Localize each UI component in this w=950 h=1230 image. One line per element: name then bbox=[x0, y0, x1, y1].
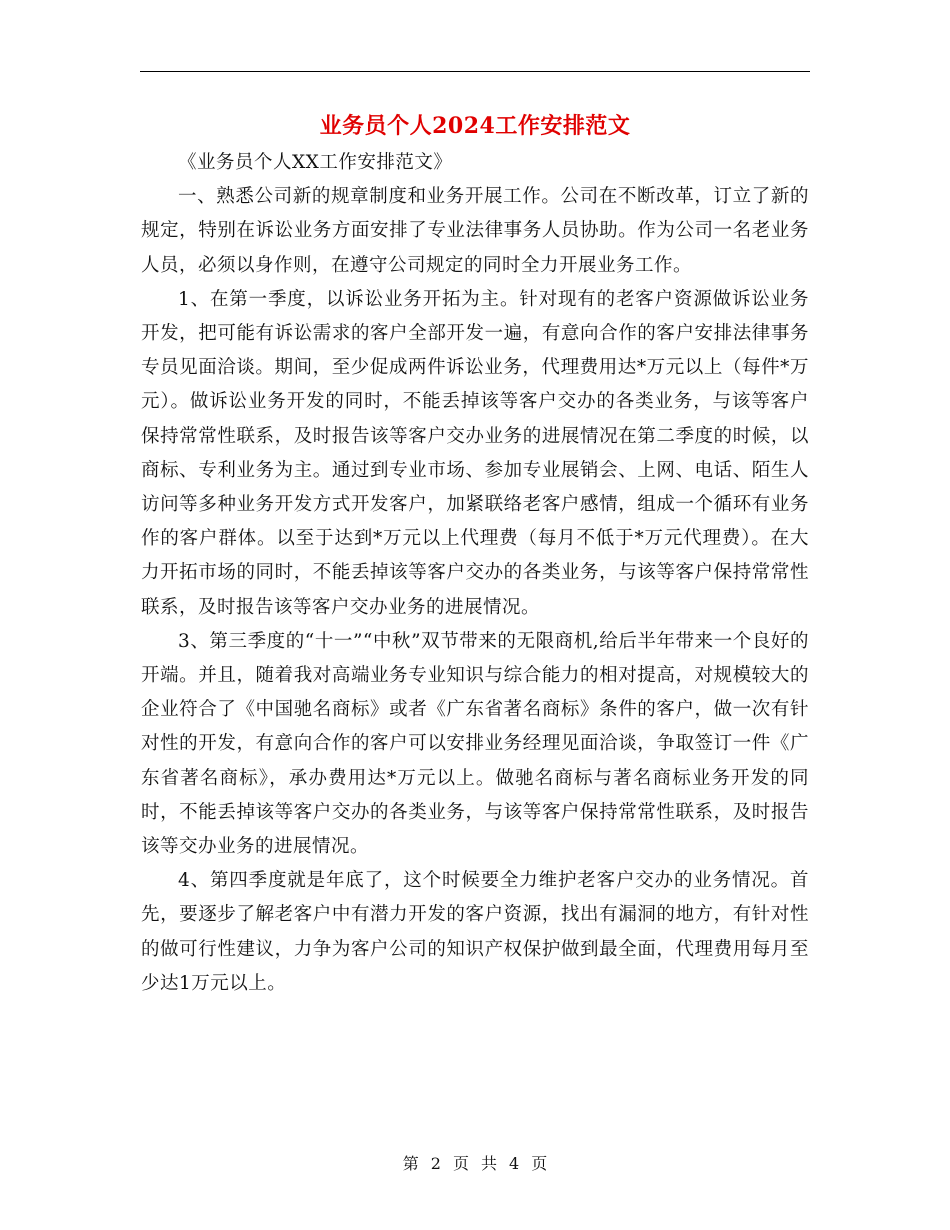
paragraph-q3: 3、第三季度的“十一”“中秋”双节带来的无限商机,给后半年带来一个良好的开端。并且，随着我对高端业务专业知识与综合能力的相对提高，对规模较大的企业符合了《中国驰名商标》或者《广东省著名商标》条件的客户，做一次有针对性的开发，有意向合作的客户可以安排业务经理见面洽谈，争取签订一件《广东省著名商标》，承办费用达*万元以上。做驰名商标与著名商标业务开发的同时，不能丢掉该等客户交办的各类业务，与该等客户保持常常性联系，及时报告该等交办业务的进展情况。 bbox=[141, 630, 809, 858]
paragraph-q1-q2: 1、在第一季度，以诉讼业务开拓为主。针对现有的老客户资源做诉讼业务开发，把可能有诉讼需求的客户全部开发一遍，有意向合作的客户安排法律事务专员见面洽谈。期间，至少促成两件诉讼业务，代理费用达*万元以上（每件*万元）。做诉讼业务开发的同时，不能丢掉该等客户交办的各类业务，与该等客户保持常常性联系，及时报告该等客户交办业务的进展情况在第二季度的时候，以商标、专利业务为主。通过到专业市场、参加专业展销会、上网、电话、陌生人访问等多种业务开发方式开发客户，加紧联络老客户感情，组成一个循环有业务作的客户群体。以至于达到*万元以上代理费（每月不低于*万元代理费）。在大力开拓市场的同时，不能丢掉该等客户交办的各类业务，与该等客户保持常常性联系，及时报告该等客户交办业务的进展情况。 bbox=[141, 288, 809, 618]
footer-prefix: 第 bbox=[402, 1154, 419, 1173]
footer-total-pages: 4 bbox=[509, 1154, 520, 1173]
paragraph-q4: 4、第四季度就是年底了，这个时候要全力维护老客户交办的业务情况。首先，要逐步了解老客户中有潜力开发的客户资源，找出有漏洞的地方，有针对性的做可行性建议，力争为客户公司的知识产权保护做到最全面，代理费用每月至少达1万元以上。 bbox=[141, 870, 809, 994]
paragraph-subtitle: 《业务员个人XX工作安排范文》 bbox=[178, 152, 453, 173]
page-footer bbox=[0, 1152, 950, 1176]
header-rule bbox=[140, 71, 810, 72]
document-body bbox=[141, 146, 809, 1001]
footer-suffix: 页 bbox=[531, 1154, 548, 1173]
footer-current-page: 2 bbox=[430, 1154, 441, 1173]
footer-total-label: 共 bbox=[481, 1154, 498, 1173]
footer-page-label: 页 bbox=[452, 1154, 469, 1173]
document-title: 业务员个人2024工作安排范文 bbox=[319, 113, 631, 139]
paragraph-section-1: 一、熟悉公司新的规章制度和业务开展工作。公司在不断改革，订立了新的规定，特别在诉讼业务方面安排了专业法律事务人员协助。作为公司一名老业务人员，必须以身作则，在遵守公司规定的同时全力开展业务工作。 bbox=[141, 186, 809, 276]
